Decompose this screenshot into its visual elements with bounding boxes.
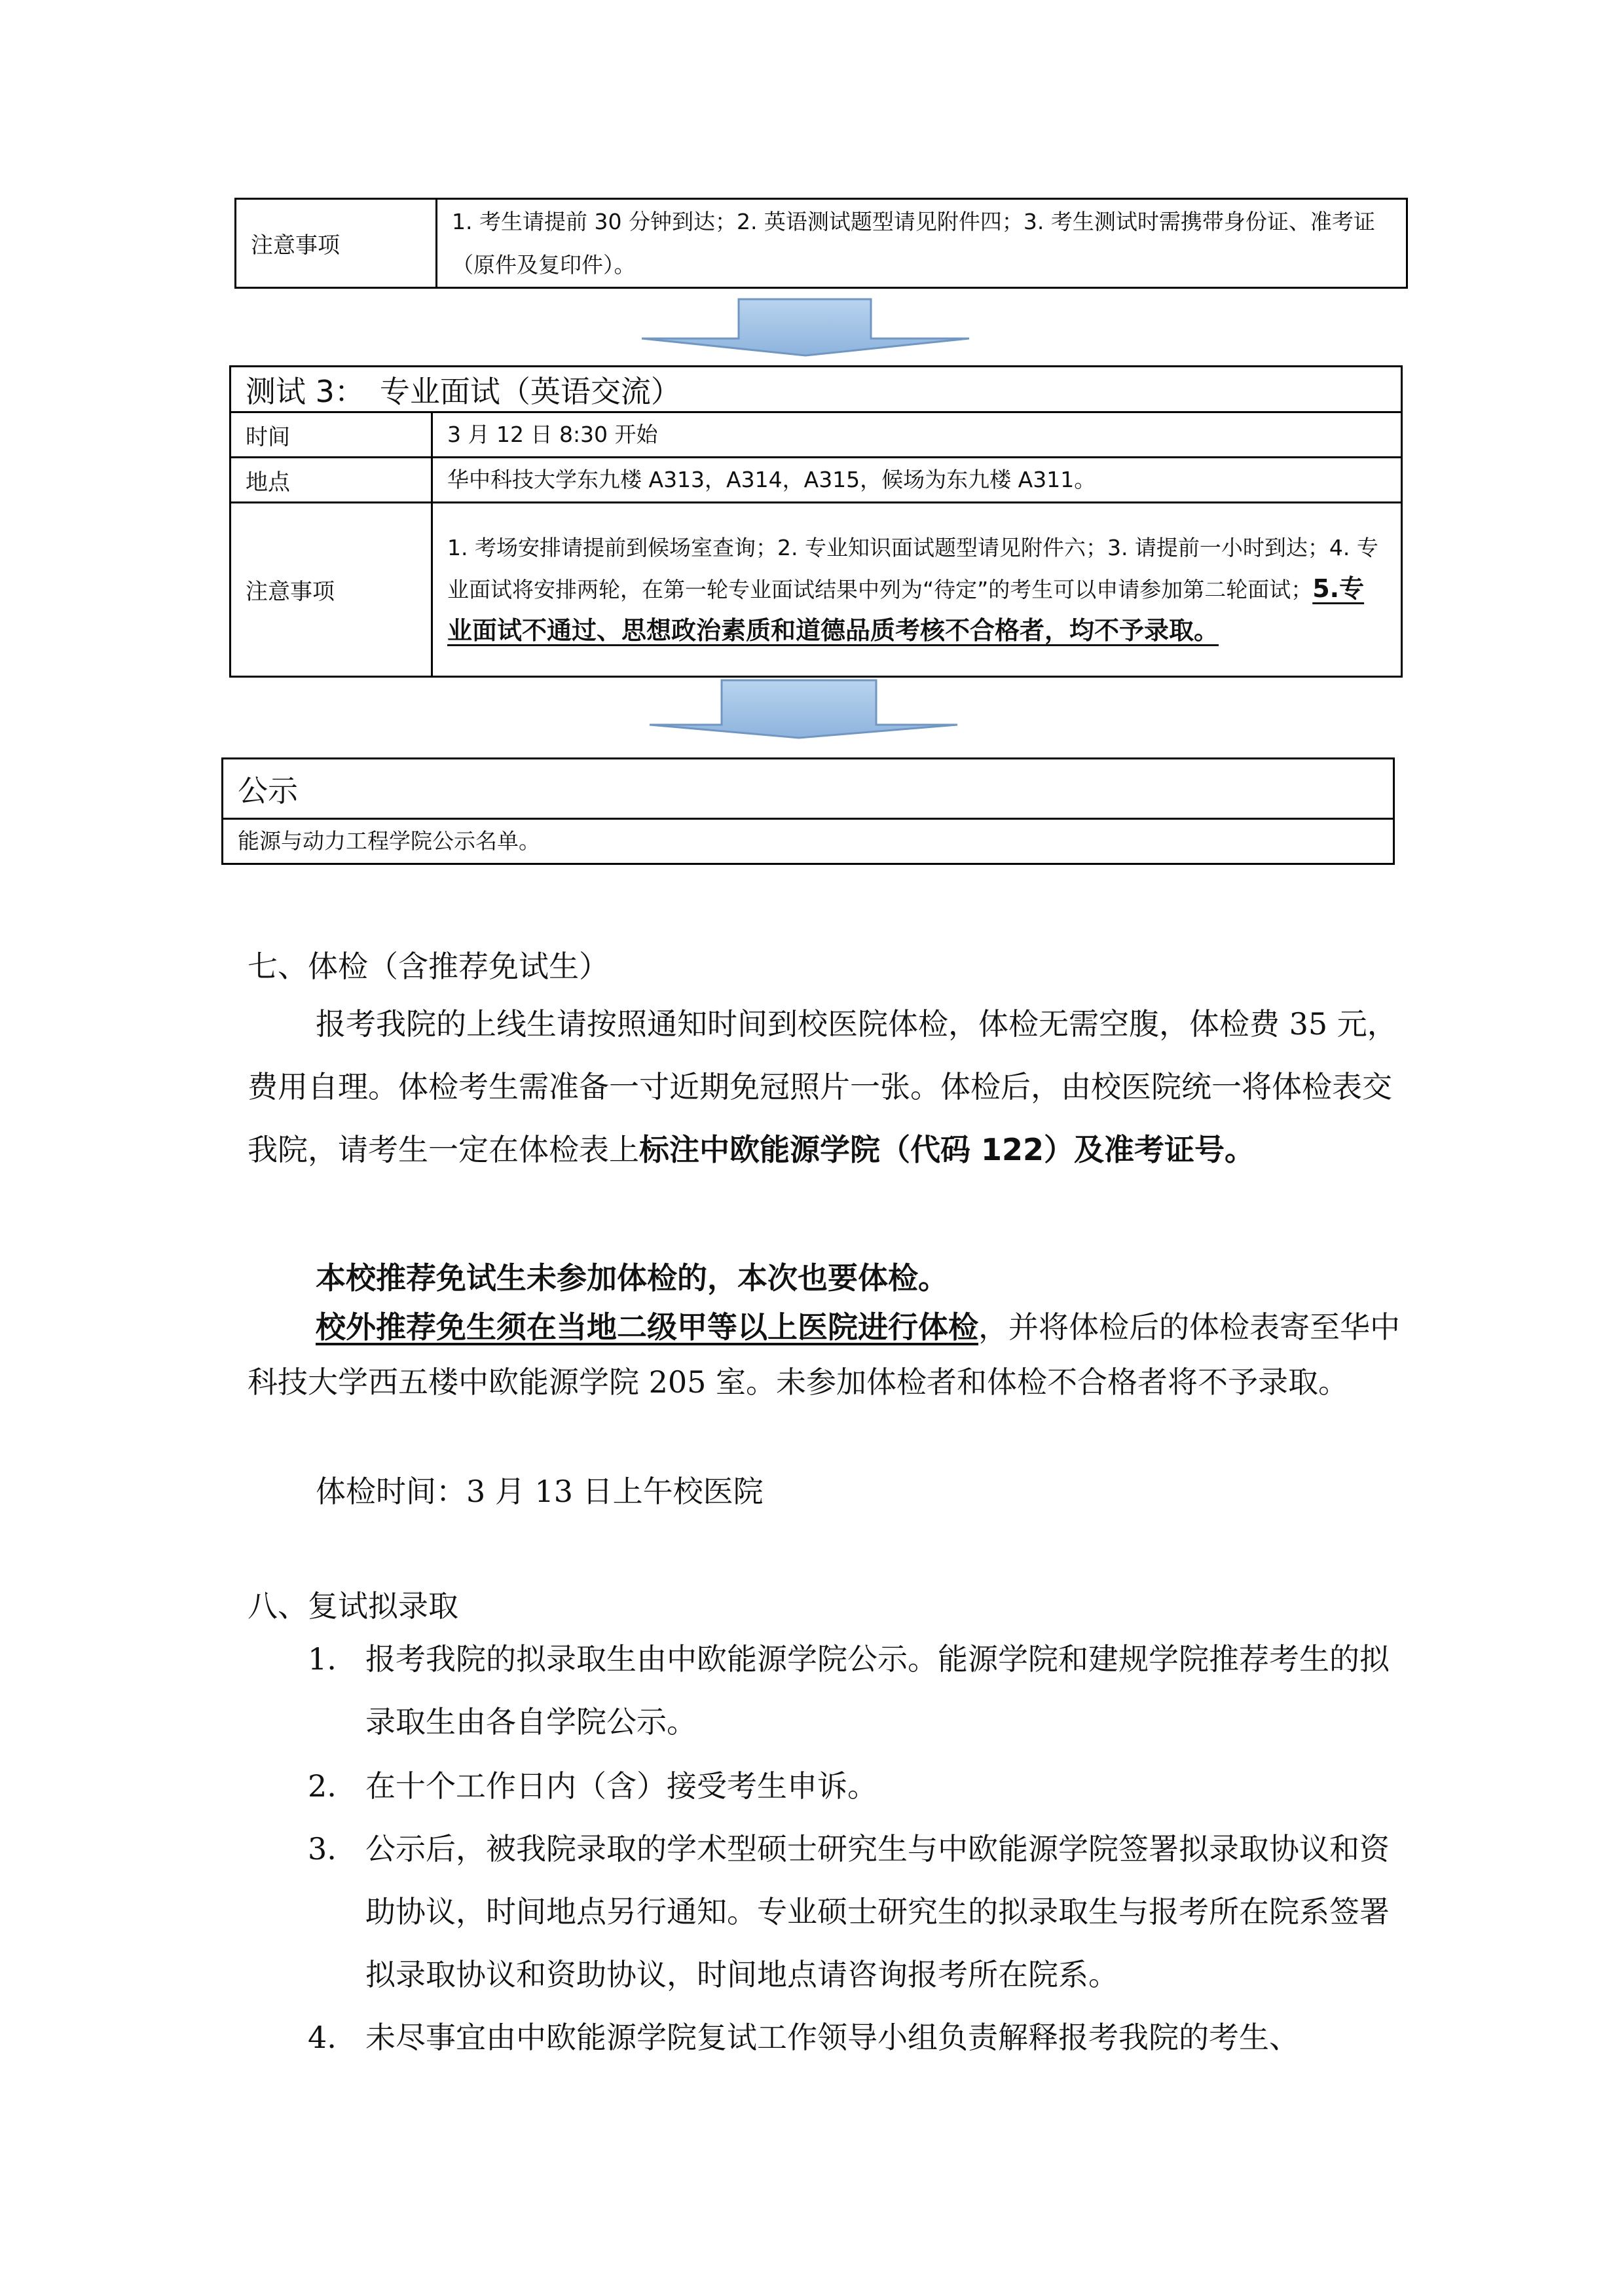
publicity-text: 能源与动力工程学院公示名单。	[223, 819, 1394, 864]
interview-notes-text: 1. 考场安排请提前到候场室查询；2. 专业知识面试题型请见附件六；3. 请提前一小时到达；4. 专业面试将安排两轮，在第一轮专业面试结果中列为“待定”的考生可以申请参加第二轮面试；	[447, 534, 1378, 602]
time-value: 3 月 12 日 8:30 开始	[432, 412, 1402, 458]
item-number: 3.	[308, 1831, 337, 1867]
section7-paragraph-3	[248, 1300, 1401, 1410]
publicity-table	[221, 757, 1395, 865]
section8-item	[308, 1628, 1401, 1753]
notes-text: 1. 考生请提前 30 分钟到达；2. 英语测试题型请见附件四；3. 考生测试时需携带身份证、准考证（原件及复印件）。	[437, 199, 1407, 288]
item-number: 4.	[308, 2020, 337, 2055]
section8-heading: 八、复试拟录取	[248, 1588, 458, 1624]
down-arrow-icon	[629, 298, 982, 357]
item-text: 未尽事宜由中欧能源学院复试工作领导小组负责解释报考我院的考生、	[365, 2020, 1299, 2055]
place-value: 华中科技大学东九楼 A313，A314，A315，候场为东九楼 A311。	[432, 458, 1402, 503]
interview-table	[229, 365, 1403, 678]
interview-notes-emphasis: 5.专业面试不通过、思想政治素质和道德品质考核不合格者，均不予录取。	[447, 574, 1365, 645]
interview-notes-label: 注意事项	[231, 503, 432, 677]
section7-p1-text: 报考我院的上线生请按照通知时间到校医院体检，体检无需空腹，体检费 35 元，费用自理。体检考生需准备一寸近期免冠照片一张。体检后，由校医院统一将体检表交我院，请考生一定在体检表上	[248, 1006, 1397, 1167]
item-text: 报考我院的拟录取生由中欧能源学院公示。能源学院和建规学院推荐考生的拟录取生由各自学院公示。	[365, 1641, 1390, 1740]
section7-paragraph-1	[248, 993, 1401, 1181]
publicity-title: 公示	[223, 759, 1394, 819]
section8-item	[308, 1755, 1401, 1817]
item-number: 2.	[308, 1768, 337, 1804]
notes-label: 注意事项	[236, 199, 437, 288]
interview-title: 测试 3： 专业面试（英语交流）	[231, 367, 1402, 412]
item-text: 公示后，被我院录取的学术型硕士研究生与中欧能源学院签署拟录取协议和资助协议，时间地点另行通知。专业硕士研究生的拟录取生与报考所在院系签署拟录取协议和资助协议，时间地点请咨询报考所在院系。	[365, 1831, 1390, 1992]
section7-p3-text: ，并将体检后的体检表寄至华中科技大学西五楼中欧能源学院 205 室。未参加体检者和体检不合格者将不予录取。	[248, 1309, 1400, 1400]
interview-notes	[432, 503, 1402, 677]
section7-p3-underline: 校外推荐免生须在当地二级甲等以上医院进行体检	[316, 1309, 978, 1345]
down-arrow-icon	[643, 679, 970, 739]
notes-table-1	[234, 198, 1408, 289]
section7-paragraph-2: 本校推荐免试生未参加体检的，本次也要体检。	[316, 1260, 948, 1296]
item-text: 在十个工作日内（含）接受考生申诉。	[365, 1768, 877, 1804]
time-label: 时间	[231, 412, 432, 458]
section7-heading: 七、体检（含推荐免试生）	[248, 949, 609, 984]
item-number: 1.	[308, 1641, 337, 1677]
place-label: 地点	[231, 458, 432, 503]
section7-paragraph-4: 体检时间：3 月 13 日上午校医院	[316, 1474, 764, 1509]
section8-item	[308, 1817, 1401, 2006]
section7-p1-bold: 标注中欧能源学院（代码 122）及准考证号。	[639, 1132, 1255, 1167]
section8-item	[308, 2006, 1401, 2069]
